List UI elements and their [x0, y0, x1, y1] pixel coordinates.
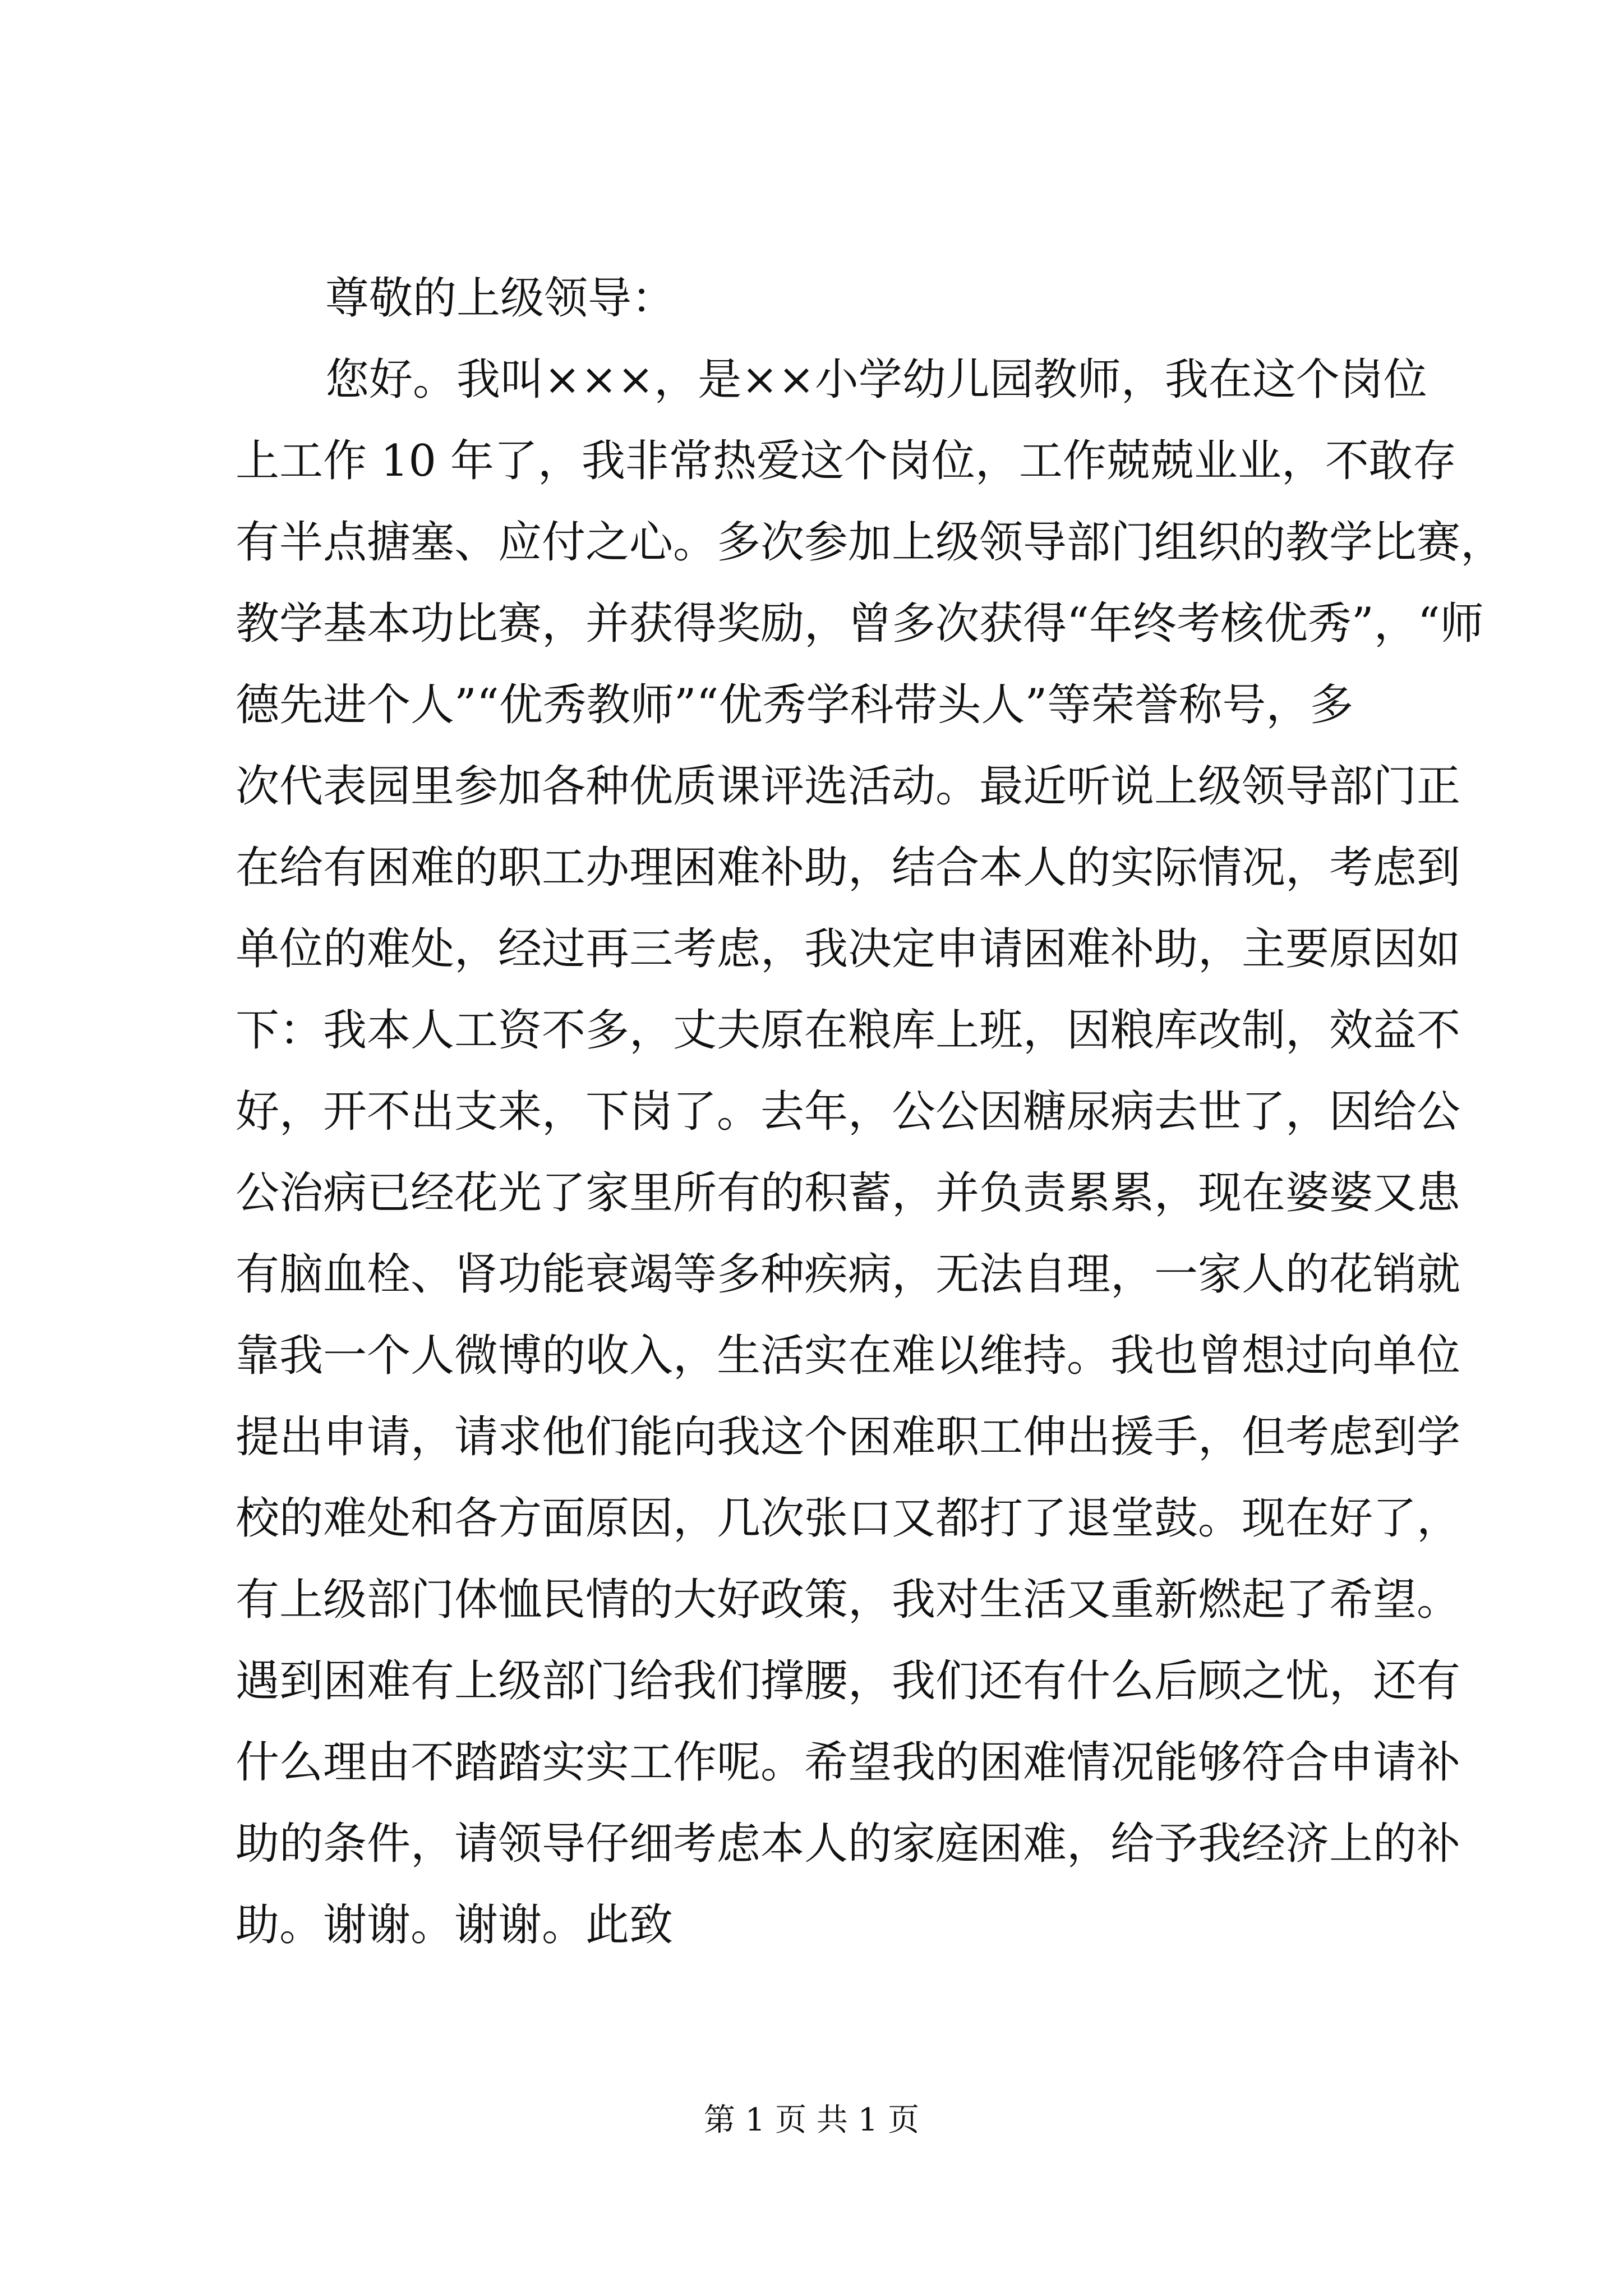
body-line: 助的条件，请领导仔细考虑本人的家庭困难，给予我经济上的补 [236, 1819, 1461, 1869]
body-line: 遇到困难有上级部门给我们撑腰，我们还有什么后顾之忧，还有 [236, 1656, 1461, 1706]
body-line: 助。谢谢。谢谢。此致 [236, 1900, 674, 1950]
body-line: 下：我本人工资不多，丈夫原在粮库上班，因粮库改制，效益不 [236, 1005, 1461, 1056]
body-line: 上工作 10 年了，我非常热爱这个岗位，工作兢兢业业，不敢存 [236, 436, 1456, 486]
body-line: 德先进个人”“优秀教师”“优秀学科带头人”等荣誉称号，多 [236, 680, 1354, 730]
body-line: 好，开不出支来，下岗了。去年，公公因糖尿病去世了，因给公 [236, 1087, 1461, 1137]
body-line: 公治病已经花光了家里所有的积蓄，并负责累累，现在婆婆又患 [236, 1168, 1461, 1218]
body-line: 有脑血栓、肾功能衰竭等多种疾病，无法自理，一家人的花销就 [236, 1249, 1461, 1300]
body-line: 有半点搪塞、应付之心。多次参加上级领导部门组织的教学比赛， [236, 517, 1505, 568]
body-line: 提出申请，请求他们能向我这个困难职工伸出援手，但考虑到学 [236, 1412, 1461, 1462]
body-line: 次代表园里参加各种优质课评选活动。最近听说上级领导部门正 [236, 761, 1461, 812]
salutation: 尊敬的上级领导： [325, 273, 676, 324]
body-line: 靠我一个人微博的收入，生活实在难以维持。我也曾想过向单位 [236, 1331, 1461, 1381]
letter-body [236, 258, 1505, 1966]
body-line: 校的难处和各方面原因，几次张口又都打了退堂鼓。现在好了， [236, 1493, 1461, 1544]
body-line: 您好。我叫×××，是××小学幼儿园教师，我在这个岗位 [325, 355, 1427, 405]
body-line: 什么理由不踏踏实实工作呢。希望我的困难情况能够符合申请补 [236, 1737, 1461, 1788]
body-line: 教学基本功比赛，并获得奖励，曾多次获得“年终考核优秀”，“师 [236, 599, 1484, 649]
body-line: 有上级部门体恤民情的大好政策，我对生活又重新燃起了希望。 [236, 1575, 1461, 1625]
body-line: 在给有困难的职工办理困难补助，结合本人的实际情况，考虑到 [236, 843, 1461, 893]
body-line: 单位的难处，经过再三考虑，我决定申请困难补助，主要原因如 [236, 924, 1461, 974]
page-number-footer: 第 1 页 共 1 页 [703, 2102, 920, 2138]
